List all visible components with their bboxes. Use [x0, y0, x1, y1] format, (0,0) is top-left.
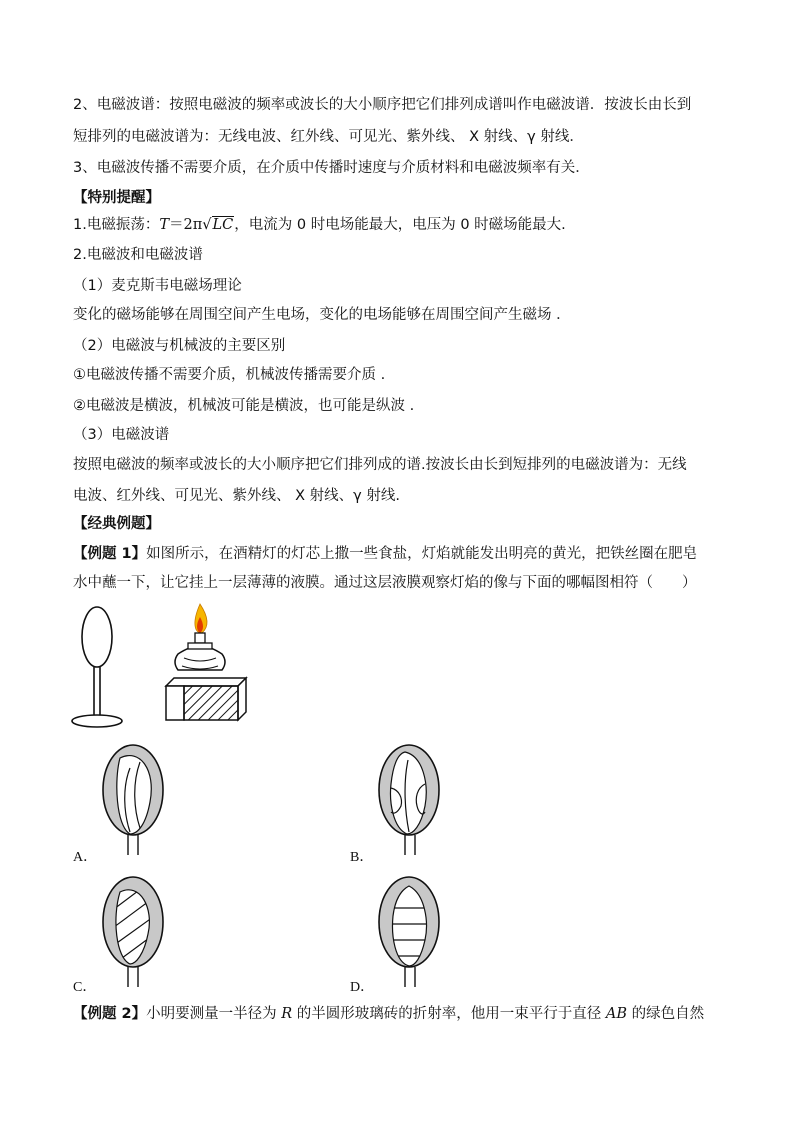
- section-heading-tips: 【特别提醒】: [73, 190, 160, 206]
- sub2-item-2: ②电磁波是横波，机械波可能是横波，也可能是纵波 .: [73, 398, 415, 414]
- example1-label: 【例题 1】: [73, 546, 147, 562]
- example1-line-1: [73, 544, 697, 564]
- tip-waves: 2.电磁波和电磁波谱: [73, 247, 203, 263]
- sub3-line-1: 按照电磁波的频率或波长的大小顺序把它们排列成的谱.按波长由长到短排列的电磁波谱为：无线: [73, 457, 687, 473]
- example2-label: 【例题 2】: [73, 1006, 147, 1022]
- example2-text-c: 的绿色自然: [627, 1006, 705, 1022]
- alcohol-lamp-icon: [166, 604, 246, 720]
- sub-title-1: （1）麦克斯韦电磁场理论: [73, 278, 242, 294]
- option-a-figure: [100, 740, 170, 855]
- example1-text-1: 如图所示，在酒精灯的灯芯上撒一些食盐，灯焰就能发出明亮的黄光，把铁丝圈在肥皂: [146, 546, 698, 562]
- example1-line-2: 水中蘸一下，让它挂上一层薄薄的液膜。通过这层液膜观察灯焰的像与下面的哪幅图相符（ ）: [73, 575, 697, 591]
- tip-oscillation: [73, 215, 566, 235]
- wire-loop-and-lamp-figure: [70, 600, 250, 730]
- tip-oscillation-suffix: ，电流为 0 时电场能最大，电压为 0 时磁场能最大.: [234, 217, 566, 233]
- sub-title-2: （2）电磁波与机械波的主要区别: [73, 338, 286, 354]
- formula-T: T: [159, 217, 170, 233]
- option-a-label[interactable]: A．: [73, 850, 98, 865]
- formula-LC: LC: [212, 217, 234, 233]
- option-d-label[interactable]: D．: [350, 980, 375, 995]
- text-line: 3、电磁波传播不需要介质，在介质中传播时速度与介质材料和电磁波频率有关．: [73, 160, 590, 176]
- sub-title-3: （3）电磁波谱: [73, 427, 170, 443]
- wire-loop-icon: [72, 607, 122, 727]
- section-heading-examples: 【经典例题】: [73, 516, 160, 532]
- text-line: 短排列的电磁波谱为：无线电波、红外线、可见光、紫外线、 X 射线、γ 射线．: [73, 129, 584, 145]
- option-b-label[interactable]: B．: [350, 850, 374, 865]
- formula-equals: ＝2π: [169, 217, 203, 233]
- option-c-label[interactable]: C．: [73, 980, 97, 995]
- var-AB: AB: [605, 1006, 628, 1022]
- sqrt-sign-icon: √: [202, 217, 212, 233]
- var-R: R: [281, 1006, 293, 1022]
- example2-text-a: 小明要测量一半径为: [146, 1006, 282, 1022]
- example2-line-1: [73, 1004, 704, 1024]
- sub2-item-1: ①电磁波传播不需要介质，机械波传播需要介质 .: [73, 367, 386, 383]
- example2-text-b: 的半圆形玻璃砖的折射率，他用一束平行于直径: [292, 1006, 606, 1022]
- text-line: 2、电磁波谱：按照电磁波的频率或波长的大小顺序把它们排列成谱叫作电磁波谱．按波长由长到: [73, 97, 692, 113]
- sub3-line-2: 电波、红外线、可见光、紫外线、 X 射线、γ 射线.: [73, 488, 400, 504]
- sub-text-1: 变化的磁场能够在周围空间产生电场，变化的电场能够在周围空间产生磁场 ．: [73, 307, 571, 323]
- option-d-figure: [375, 872, 445, 987]
- option-c-figure: [100, 872, 170, 987]
- tip-oscillation-prefix: 1.电磁振荡：: [73, 217, 160, 233]
- option-b-figure: [375, 740, 445, 855]
